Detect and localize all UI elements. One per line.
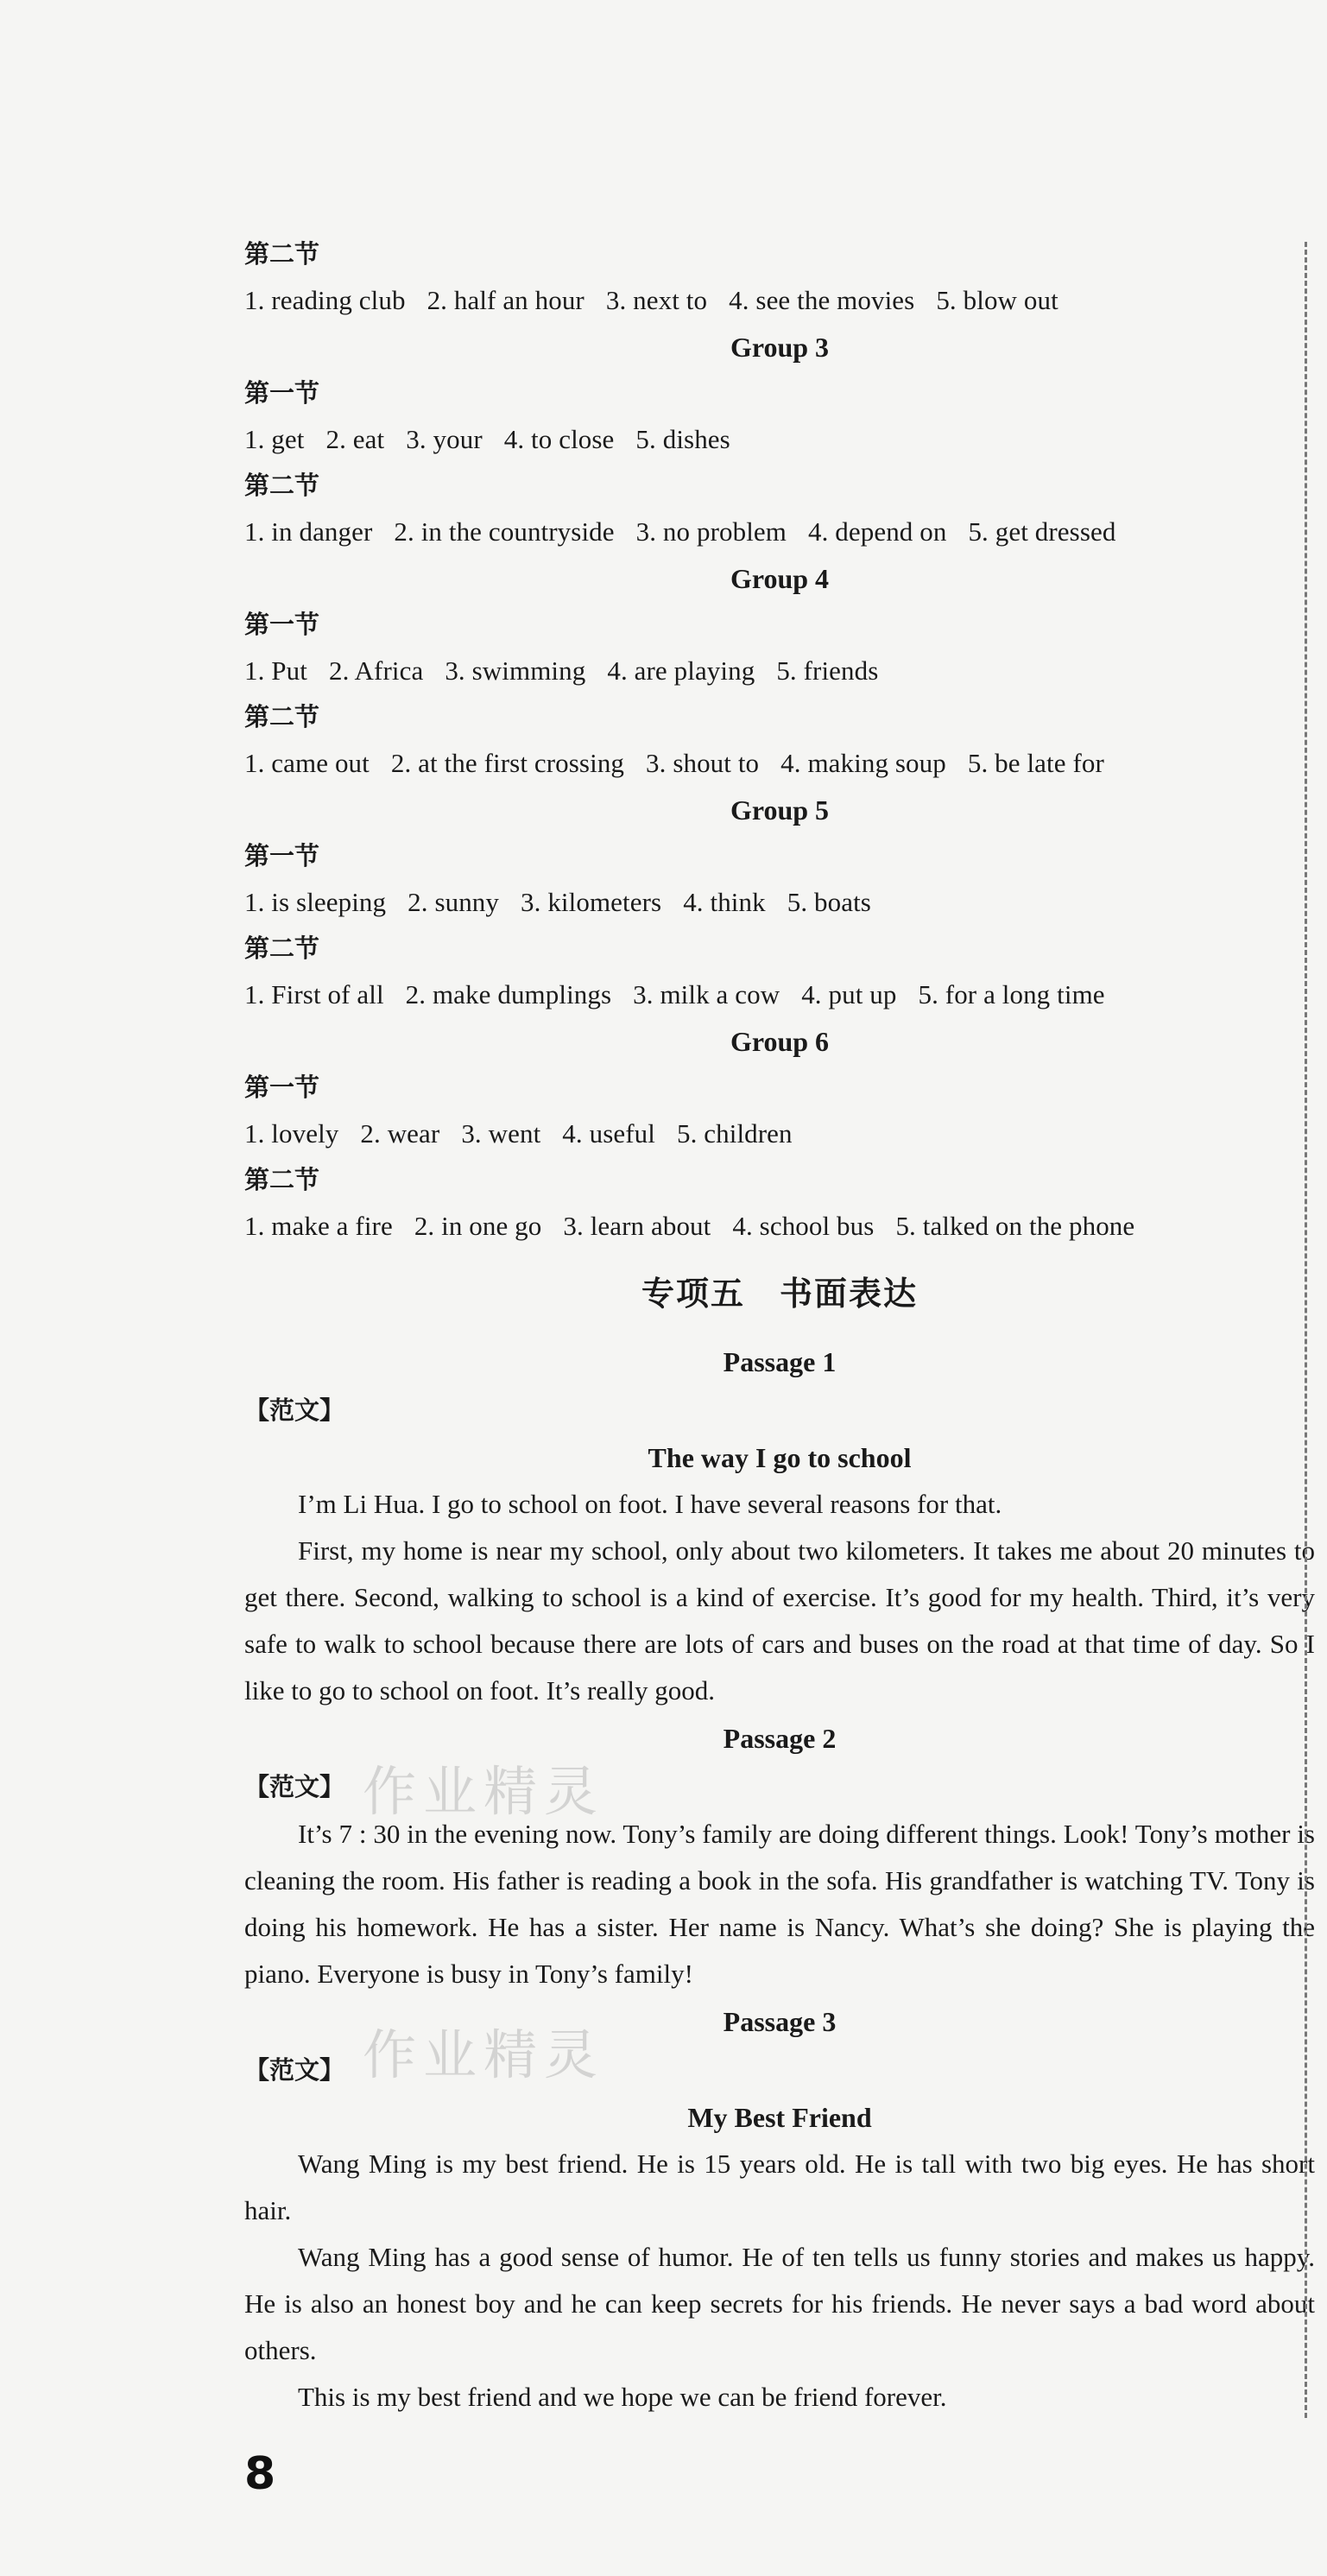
answer-item: 3. kilometers [521, 887, 662, 917]
answer-line [244, 277, 1315, 324]
watermark-logo: 作业精灵 [363, 1760, 605, 1823]
answer-item: 3. went [461, 1118, 541, 1149]
answer-item: 5. boats [787, 887, 871, 917]
answer-item: 2. in the countryside [394, 516, 615, 547]
answer-line [244, 648, 1315, 694]
answer-item: 3. no problem [635, 516, 787, 547]
subsection-heading: 第一节 [244, 841, 320, 870]
answer-item: 2. eat [325, 424, 385, 454]
fanwen-label: 【范文】 [244, 2055, 345, 2085]
fanwen-label: 【范文】 [244, 1396, 345, 1425]
page-number: 8 [244, 2448, 276, 2500]
answer-line [244, 416, 1315, 463]
answer-line [244, 509, 1315, 555]
passage-1 [244, 1338, 1315, 1714]
answer-line [244, 879, 1315, 926]
answer-item: 5. children [676, 1118, 793, 1149]
answer-item: 1. get [244, 424, 305, 454]
essay-paragraph: I’m Li Hua. I go to school on foot. I have several reasons for that. [298, 1489, 1002, 1519]
answer-key [244, 231, 1315, 1250]
answer-item: 1. lovely [244, 1118, 339, 1149]
answer-item: 3. next to [605, 285, 708, 315]
answer-item: 5. dishes [635, 424, 730, 454]
answer-item: 2. at the first crossing [390, 748, 625, 778]
group-heading: Group 5 [730, 794, 830, 826]
answer-item: 2. in one go [414, 1211, 542, 1241]
answer-item: 3. your [406, 424, 483, 454]
fanwen-label: 【范文】 [244, 1772, 345, 1801]
answer-item: 2. sunny [408, 887, 500, 917]
passage-heading: Passage 1 [723, 1346, 837, 1377]
answer-item: 1. make a fire [244, 1211, 393, 1241]
answer-item: 2. wear [360, 1118, 440, 1149]
watermark-logo: 作业精灵 [363, 2023, 605, 2086]
subsection-heading: 第二节 [244, 1165, 320, 1194]
group-heading: Group 3 [730, 332, 830, 363]
answer-item: 5. talked on the phone [895, 1211, 1135, 1241]
answer-item: 2. half an hour [427, 285, 585, 315]
subsection-heading: 第一节 [244, 378, 320, 408]
answer-item: 3. milk a cow [633, 979, 780, 1010]
answer-item: 1. Put [244, 655, 307, 686]
passage-heading: Passage 3 [723, 2006, 837, 2037]
answer-item: 4. school bus [732, 1211, 875, 1241]
essay-title: The way I go to school [648, 1442, 912, 1473]
essay-paragraph: Wang Ming has a good sense of humor. He of ten tells us funny stories and makes us happy. He is also an honest boy and he can keep secrets for his friends. He never says a bad word about others. [244, 2242, 1315, 2365]
essay-paragraph: Wang Ming is my best friend. He is 15 years old. He is tall with two big eyes. He has short hair. [244, 2149, 1315, 2225]
answer-item: 2. make dumplings [405, 979, 612, 1010]
answer-item: 4. to close [503, 424, 615, 454]
answer-item: 1. in danger [244, 516, 373, 547]
subsection-heading: 第二节 [244, 934, 320, 963]
answer-item: 4. put up [801, 979, 897, 1010]
answer-item: 1. is sleeping [244, 887, 387, 917]
subsection-heading: 第二节 [244, 471, 320, 500]
answer-item: 3. swimming [445, 655, 586, 686]
answer-item: 1. came out [244, 748, 370, 778]
subsection-heading: 第一节 [244, 610, 320, 639]
passage-heading: Passage 2 [723, 1723, 837, 1754]
section-title: 专项五 书面表达 [641, 1275, 918, 1313]
subsection-heading: 第二节 [244, 239, 320, 269]
subsection-heading: 第一节 [244, 1073, 320, 1102]
answer-item: 4. useful [562, 1118, 655, 1149]
answer-item: 1. First of all [244, 979, 384, 1010]
essay-title: My Best Friend [687, 2102, 872, 2133]
answer-item: 4. see the movies [729, 285, 915, 315]
group-heading: Group 4 [730, 563, 830, 594]
binding-dashed-line [1305, 242, 1307, 2418]
answer-item: 4. think [683, 887, 766, 917]
essay-paragraph: This is my best friend and we hope we can be friend forever. [298, 2382, 947, 2412]
answer-item: 5. for a long time [918, 979, 1105, 1010]
answer-line [244, 1203, 1315, 1250]
page-content [244, 231, 1315, 2421]
essay-paragraph: First, my home is near my school, only about two kilometers. It takes me about 20 minutes to get there. Second, walking to school is a kind of exercise. It’s good for my health. Third, it’s very safe to walk to school because there are lots of cars and buses on the road at that time of day. So I like to go to school on foot. It’s really good. [244, 1535, 1315, 1706]
answer-item: 5. friends [776, 655, 879, 686]
answer-item: 5. blow out [936, 285, 1058, 315]
answer-item: 3. shout to [646, 748, 760, 778]
answer-line [244, 972, 1315, 1018]
answer-line [244, 740, 1315, 787]
answer-item: 4. making soup [780, 748, 946, 778]
answer-item: 2. Africa [328, 655, 424, 686]
answer-item: 5. get dressed [968, 516, 1116, 547]
essay-paragraph: It’s 7 : 30 in the evening now. Tony’s family are doing different things. Look! Tony’s mother is cleaning the room. His father is reading a book in the sofa. His grandfather is watching TV. Tony is doing his homework. He has a sister. Her name is Nancy. What’s she doing? She is playing the piano. Everyone is busy in Tony’s family! [244, 1819, 1315, 1989]
answer-item: 5. be late for [967, 748, 1104, 778]
answer-item: 4. depend on [807, 516, 947, 547]
answer-item: 3. learn about [563, 1211, 711, 1241]
group-heading: Group 6 [730, 1026, 830, 1057]
answer-item: 4. are playing [607, 655, 755, 686]
answer-line [244, 1111, 1315, 1157]
subsection-heading: 第二节 [244, 702, 320, 731]
answer-item: 1. reading club [244, 285, 406, 315]
